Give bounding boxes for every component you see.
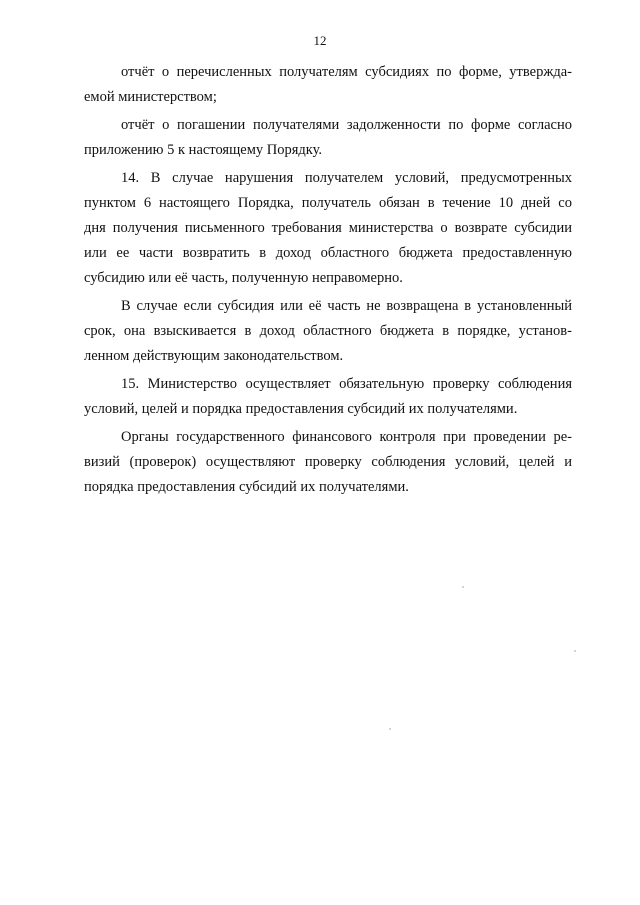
scan-speck (389, 728, 391, 730)
text-line: срок, она взыскивается в доход областного бюджета в порядке, установ- (84, 323, 572, 339)
page-number: 12 (313, 33, 327, 48)
text-line: 15. Министерство осуществляет обязательную проверку соблюдения (121, 376, 572, 392)
text-line: визий (проверок) осуществляют проверку соблюдения условий, целей и (84, 454, 572, 470)
text-line: емой министерством; (84, 89, 217, 105)
text-line: пунктом 6 настоящего Порядка, получатель обязан в течение 10 дней со (84, 195, 572, 211)
text-line: отчёт о погашении получателями задолженности по форме согласно (121, 117, 572, 133)
text-line: отчёт о перечисленных получателям субсидиях по форме, утвержда- (121, 64, 572, 80)
text-line: условий, целей и порядка предоставления субсидий их получателями. (84, 401, 518, 417)
document-body (84, 60, 572, 500)
text-line: 14. В случае нарушения получателем условий, предусмотренных (121, 170, 572, 186)
scan-speck (462, 586, 464, 588)
text-line: приложению 5 к настоящему Порядку. (84, 142, 323, 158)
text-line: или ее части возвратить в доход областного бюджета предоставленную (84, 245, 572, 261)
text-line: В случае если субсидия или её часть не возвращена в установленный (121, 298, 572, 314)
text-line: порядка предоставления субсидий их получателями. (84, 479, 409, 495)
text-line: субсидию или её часть, полученную неправомерно. (84, 270, 403, 286)
text-line: Органы государственного финансового контроля при проведении ре- (121, 429, 572, 445)
text-line: дня получения письменного требования министерства о возврате субсидии (84, 220, 572, 236)
text-line: ленном действующим законодательством. (84, 348, 344, 364)
scan-speck (574, 650, 576, 652)
